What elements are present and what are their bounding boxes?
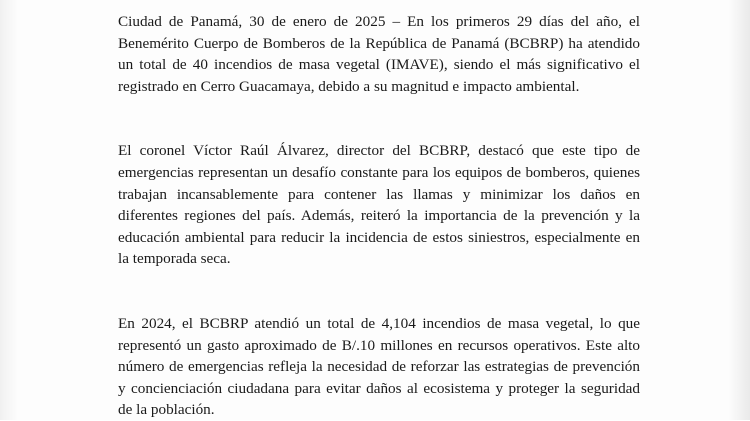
page-edge-shadow-left	[0, 0, 18, 420]
paragraph-director-statement: El coronel Víctor Raúl Álvarez, director del BCBRP, destacó que este tipo de emergencias representan un desafío constante para los equipos de bomberos, quienes trabajan incansablemente para contener las llamas y minimizar los daños en diferentes regiones del país. Además, reiteró la importancia de la prevención y la educación ambiental para reducir la incidencia de estos siniestros, especialmente en la temporada seca.	[118, 142, 640, 268]
page-edge-shadow-right	[728, 0, 750, 420]
paragraph-2024-statistics: En 2024, el BCBRP atendió un total de 4,104 incendios de masa vegetal, lo que representó un gasto aproximado de B/.10 millones en recursos operativos. Este alto número de emergencias refleja la necesidad de reforzar las estrategias de prevención y concienciación ciudadana para evitar daños al ecosistema y proteger la seguridad de la población.	[118, 314, 640, 419]
paragraph-intro: Ciudad de Panamá, 30 de enero de 2025 – En los primeros 29 días del año, el Benemérito Cuerpo de Bomberos de la República de Panamá (BCBRP) ha atendido un total de 40 incendios de masa vegetal (IMAVE), siendo el más significativo el registrado en Cerro Guacamaya, debido a su magnitud e impacto ambiental.	[118, 13, 640, 95]
document-body	[118, 11, 640, 421]
